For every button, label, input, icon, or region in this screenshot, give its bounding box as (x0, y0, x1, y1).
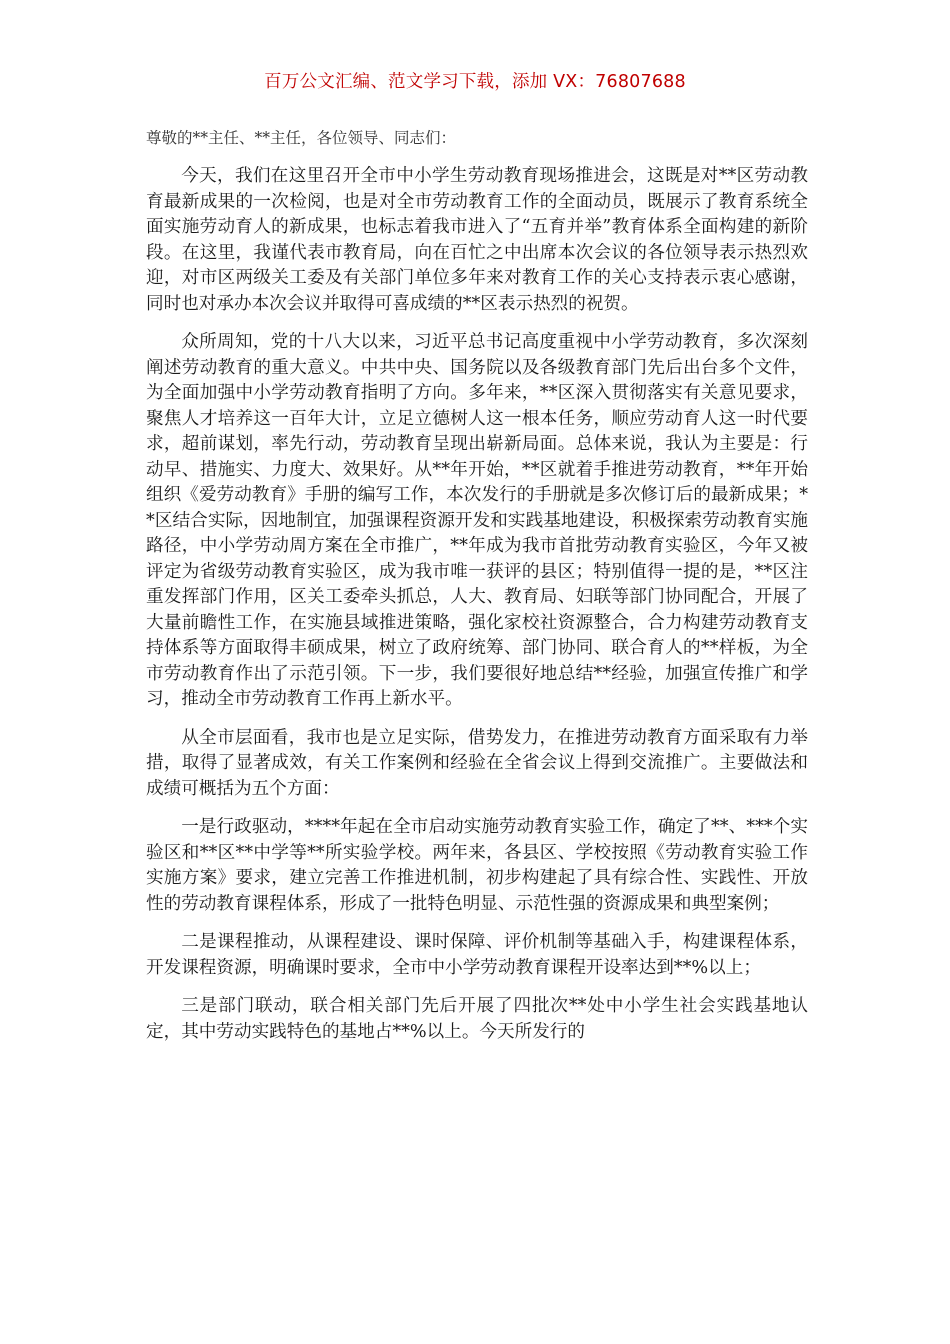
paragraph-point-three: 三是部门联动，联合相关部门先后开展了四批次**处中小学生社会实践基地认定，其中劳动实践特色的基地占**%以上。今天所发行的 (146, 996, 808, 1042)
watermark-header: 百万公文汇编、范文学习下载，添加 VX：76807688 (264, 72, 686, 92)
document-body (146, 126, 808, 1058)
paragraph-city-overview: 从全市层面看，我市也是立足实际，借势发力，在推进劳动教育方面采取有力举措，取得了显著成效，有关工作案例和经验在全省会议上得到交流推广。主要做法和成绩可概括为五个方面： (146, 727, 808, 799)
paragraph-district-achievements: 众所周知，党的十八大以来，习近平总书记高度重视中小学劳动教育，多次深刻阐述劳动教育的重大意义。中共中央、国务院以及各级教育部门先后出台多个文件，为全面加强中小学劳动教育指明了方向。多年来，**区深入贯彻落实有关意见要求，聚焦人才培养这一百年大计，立足立德树人这一根本任务，顺应劳动育人这一时代要求，超前谋划，率先行动，劳动教育呈现出崭新局面。总体来说，我认为主要是：行动早、措施实、力度大、效果好。从**年开始，**区就着手推进劳动教育，**年开始组织《爱劳动教育》手册的编写工作，本次发行的手册就是多次修订后的最新成果；**区结合实际，因地制宜，加强课程资源开发和实践基地建设，积极探索劳动教育实施路径，中小学劳动周方案在全市推广，**年成为我市首批劳动教育实验区，今年又被评定为省级劳动教育实验区，成为我市唯一获评的县区；特别值得一提的是，**区注重发挥部门作用，区关工委牵头抓总，人大、教育局、妇联等部门协同配合，开展了大量前瞻性工作，在实施县域推进策略，强化家校社资源整合，合力构建劳动教育支持体系等方面取得丰硕成果，树立了政府统筹、部门协同、联合育人的**样板，为全市劳动教育作出了示范引领。下一步，我们要很好地总结**经验，加强宣传推广和学习，推动全市劳动教育工作再上新水平。 (146, 332, 808, 709)
paragraph-point-two: 二是课程推动，从课程建设、课时保障、评价机制等基础入手，构建课程体系，开发课程资源，明确课时要求，全市中小学劳动教育课程开设率达到**%以上； (146, 932, 808, 978)
salutation: 尊敬的**主任、**主任，各位领导、同志们： (146, 129, 457, 147)
paragraph-point-one: 一是行政驱动，****年起在全市启动实施劳动教育实验工作，确定了**、***个实验区和**区**中学等**所实验学校。两年来，各县区、学校按照《劳动教育实验工作实施方案》要求，建立完善工作推进机制，初步构建起了具有综合性、实践性、开放性的劳动教育课程体系，形成了一批特色明显、示范性强的资源成果和典型案例； (146, 817, 808, 914)
paragraph-opening: 今天，我们在这里召开全市中小学生劳动教育现场推进会，这既是对**区劳动教育最新成果的一次检阅，也是对全市劳动教育工作的全面动员，既展示了教育系统全面实施劳动育人的新成果，也标志着我市进入了“五育并举”教育体系全面构建的新阶段。在这里，我谨代表市教育局，向在百忙之中出席本次会议的各位领导表示热烈欢迎，对市区两级关工委及有关部门单位多年来对教育工作的关心支持表示衷心感谢，同时也对承办本次会议并取得可喜成绩的**区表示热烈的祝贺。 (146, 166, 808, 314)
